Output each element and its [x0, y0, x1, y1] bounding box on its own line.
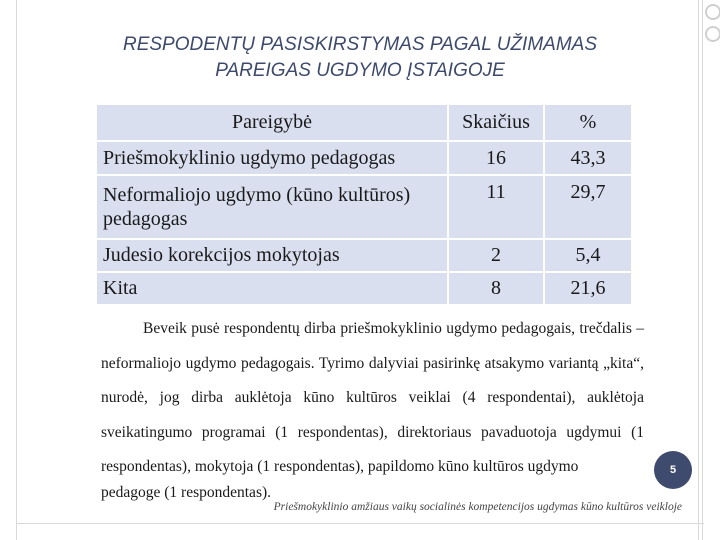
cell-count: 2 — [449, 240, 545, 273]
decorative-ring-icon — [705, 4, 720, 20]
cell-count: 8 — [449, 273, 545, 304]
header-percent: % — [545, 105, 631, 142]
table-row — [97, 142, 631, 176]
cell-percent: 5,4 — [545, 240, 631, 273]
cell-count: 11 — [449, 176, 545, 240]
cell-percent: 21,6 — [545, 273, 631, 304]
cell-position: Judesio korekcijos mokytojas — [97, 240, 449, 273]
title-line-2: PAREIGAS UGDYMO ĮSTAIGOJE — [215, 60, 505, 81]
cell-position: Neformaliojo ugdymo (kūno kultūros) pedagogas — [97, 176, 449, 240]
header-count: Skaičius — [449, 105, 545, 142]
summary-paragraph-last-line: pedagoge (1 respondentas). — [101, 484, 272, 501]
cell-percent: 43,3 — [545, 142, 631, 176]
footer-text: Priešmokyklinio amžiaus vaikų socialinės kompetencijos ugdymas kūno kultūros veikloje — [273, 501, 682, 513]
decorative-ring-icon — [705, 26, 720, 42]
frame-left-line — [16, 0, 17, 540]
frame-right-line — [698, 0, 699, 540]
frame-bottom-line — [16, 523, 704, 524]
table-row — [97, 176, 631, 240]
table-row — [97, 273, 631, 304]
cell-position: Priešmokyklinio ugdymo pedagogas — [97, 142, 449, 176]
table-header-row — [97, 105, 631, 142]
cell-position: Kita — [97, 273, 449, 304]
summary-paragraph: Beveik pusė respondentų dirba priešmokyklinio ugdymo pedagogais, trečdalis – neformaliojo ugdymo pedagogais. Tyrimo dalyviai pasirinkę atsakymo variantą „kita“, nurodė, jog dirba auklėtoja kūno kultūros veiklai (4 respondentai), auklėtoja sveikatingumo programai (1 respondentas), direktoriaus pavaduotoja ugdymui (1 respondentas), mokytoja (1 respondentas), papildomo kūno kultūros ugdymo — [101, 320, 644, 475]
page-number-badge: 5 — [654, 451, 692, 489]
slide-title — [60, 32, 660, 84]
frame-right-line-inner — [702, 0, 703, 540]
cell-percent: 29,7 — [545, 176, 631, 240]
positions-table — [97, 105, 631, 304]
title-line-1: RESPODENTŲ PASISKIRSTYMAS PAGAL UŽIMAMAS — [122, 34, 598, 55]
cell-count: 16 — [449, 142, 545, 176]
table-row — [97, 240, 631, 273]
header-position: Pareigybė — [97, 105, 449, 142]
